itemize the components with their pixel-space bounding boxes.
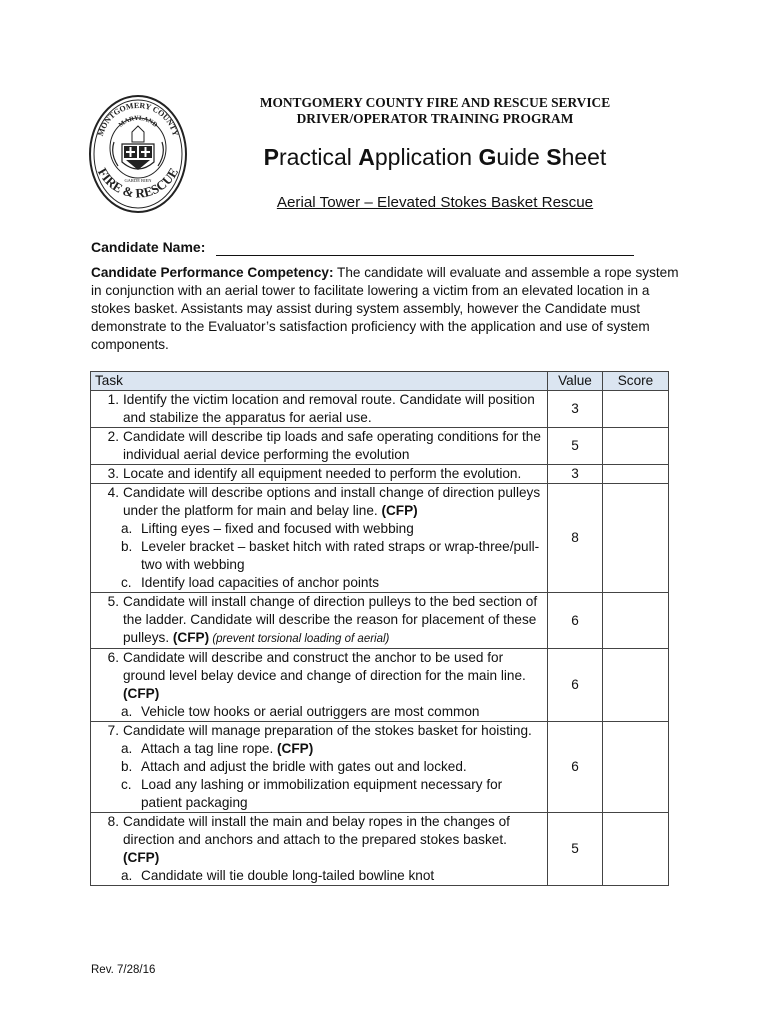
mcfrs-seal-logo bbox=[86, 92, 190, 227]
task-text: Candidate will describe tip loads and safe operating conditions for the individual aerial device performing the evolution bbox=[123, 429, 541, 462]
subtask-letter: c. bbox=[121, 575, 132, 590]
value-cell: 5 bbox=[548, 813, 603, 886]
subtask-text: Candidate will tie double long-tailed bowline knot bbox=[141, 868, 435, 883]
table-row bbox=[91, 484, 669, 593]
organization-heading bbox=[200, 95, 670, 127]
task-cell bbox=[91, 428, 548, 465]
task-number: 7. bbox=[107, 723, 119, 738]
task-cell bbox=[91, 391, 548, 428]
seal-state-text: MARYLAND bbox=[117, 114, 159, 129]
task-cell bbox=[91, 465, 548, 484]
task-text: Candidate will install change of direction pulleys to the bed section of the ladder. Candidate will describe the reason for placement of these pulleys. bbox=[123, 594, 538, 645]
subtask-letter: a. bbox=[121, 868, 133, 883]
subtask-letter: a. bbox=[121, 521, 133, 536]
table-row bbox=[91, 593, 669, 649]
task-text: Candidate will describe and construct the anchor to be used for ground level belay device and change of direction for the main line. bbox=[123, 650, 526, 683]
table-header-row bbox=[91, 372, 669, 391]
page-title: Practical Application Guide Sheet bbox=[263, 144, 607, 170]
cfp-marker: (CFP) bbox=[277, 741, 314, 756]
task-cell bbox=[91, 649, 548, 722]
subtask-text: Load any lashing or immobilization equipment necessary for patient packaging bbox=[141, 777, 503, 810]
value-header: Value bbox=[548, 372, 603, 391]
svg-text:MARYLAND bbox=[117, 115, 158, 129]
task-number: 2. bbox=[107, 429, 119, 444]
competency-paragraph bbox=[91, 264, 691, 354]
task-number: 6. bbox=[107, 650, 119, 665]
score-cell[interactable] bbox=[603, 593, 669, 649]
score-cell[interactable] bbox=[603, 649, 669, 722]
subtask-letter: a. bbox=[121, 704, 133, 719]
task-cell bbox=[91, 484, 548, 593]
value-cell: 8 bbox=[548, 484, 603, 593]
value-cell: 3 bbox=[548, 391, 603, 428]
task-cell bbox=[91, 722, 548, 813]
seal-crest bbox=[113, 126, 164, 170]
task-number: 5. bbox=[107, 594, 119, 609]
subtask-letter: c. bbox=[121, 777, 132, 792]
seal-top-text: MONTGOMERY COUNTY bbox=[95, 100, 181, 138]
task-text: Candidate will describe options and install change of direction pulleys under the platform for main and belay line. bbox=[123, 485, 541, 518]
score-cell[interactable] bbox=[603, 391, 669, 428]
candidate-name-field[interactable] bbox=[216, 255, 634, 256]
task-text: Locate and identify all equipment needed to perform the evolution. bbox=[123, 466, 522, 481]
task-number: 4. bbox=[107, 485, 119, 500]
score-cell[interactable] bbox=[603, 484, 669, 593]
task-table bbox=[90, 371, 669, 886]
competency-text: The candidate will evaluate and assemble a rope system in conjunction with an aerial tower to facilitate lowering a victim from an elevated location in a stokes basket. Assistants may assist during system assembly, however the Candidate must demonstrate to the Evaluator’s satisfaction proficiency with the application and use of system components. bbox=[91, 265, 679, 352]
value-cell: 6 bbox=[548, 593, 603, 649]
table-row bbox=[91, 722, 669, 813]
score-cell[interactable] bbox=[603, 428, 669, 465]
task-number: 8. bbox=[107, 814, 119, 829]
value-cell: 6 bbox=[548, 649, 603, 722]
subtask-text: Leveler bracket – basket hitch with rated straps or wrap-three/pull-two with webbing bbox=[141, 539, 540, 572]
score-cell[interactable] bbox=[603, 465, 669, 484]
subtask-text: Identify load capacities of anchor points bbox=[141, 575, 380, 590]
subtask-text: Vehicle tow hooks or aerial outriggers are most common bbox=[141, 704, 480, 719]
score-cell[interactable] bbox=[603, 722, 669, 813]
subtask-text: Attach a tag line rope. bbox=[141, 741, 278, 756]
table-row bbox=[91, 813, 669, 886]
value-cell: 5 bbox=[548, 428, 603, 465]
task-number: 1. bbox=[107, 392, 119, 407]
seal-motto: GARDE BIEN bbox=[124, 178, 152, 183]
task-cell bbox=[91, 593, 548, 649]
table-row bbox=[91, 391, 669, 428]
value-cell: 6 bbox=[548, 722, 603, 813]
org-line-2: DRIVER/OPERATOR TRAINING PROGRAM bbox=[296, 111, 574, 126]
revision-date: Rev. 7/28/16 bbox=[91, 964, 156, 976]
task-note: (prevent torsional loading of aerial) bbox=[209, 633, 390, 645]
org-line-1: MONTGOMERY COUNTY FIRE AND RESCUE SERVICE bbox=[259, 95, 611, 110]
page-subtitle: Aerial Tower – Elevated Stokes Basket Rescue bbox=[276, 194, 594, 211]
subtask-letter: a. bbox=[121, 741, 133, 756]
subtask-text: Lifting eyes – fixed and focused with webbing bbox=[141, 521, 414, 536]
subtask-letter: b. bbox=[121, 539, 133, 554]
subtask-text: Attach and adjust the bridle with gates out and locked. bbox=[141, 759, 467, 774]
task-text: Candidate will manage preparation of the stokes basket for hoisting. bbox=[123, 723, 532, 738]
score-header: Score bbox=[603, 372, 669, 391]
task-cell bbox=[91, 813, 548, 886]
cfp-marker: (CFP) bbox=[123, 686, 160, 701]
candidate-name-label: Candidate Name: bbox=[91, 239, 206, 255]
cfp-marker: (CFP) bbox=[123, 850, 160, 865]
score-cell[interactable] bbox=[603, 813, 669, 886]
cfp-marker: (CFP) bbox=[172, 630, 210, 645]
seal-bottom-text: FIRE & RESCUE bbox=[94, 165, 182, 201]
task-header: Task bbox=[91, 372, 548, 391]
task-number: 3. bbox=[107, 466, 119, 481]
subtask-letter: b. bbox=[121, 759, 133, 774]
table-row bbox=[91, 649, 669, 722]
task-text: Candidate will install the main and belay ropes in the changes of direction and anchors and attach to the prepared stokes basket. bbox=[123, 814, 510, 847]
task-text: Identify the victim location and removal route. Candidate will position and stabilize the apparatus for aerial use. bbox=[123, 392, 535, 425]
table-row bbox=[91, 465, 669, 484]
table-row bbox=[91, 428, 669, 465]
value-cell: 3 bbox=[548, 465, 603, 484]
cfp-marker: (CFP) bbox=[381, 503, 418, 518]
competency-label: Candidate Performance Competency: bbox=[91, 265, 334, 280]
